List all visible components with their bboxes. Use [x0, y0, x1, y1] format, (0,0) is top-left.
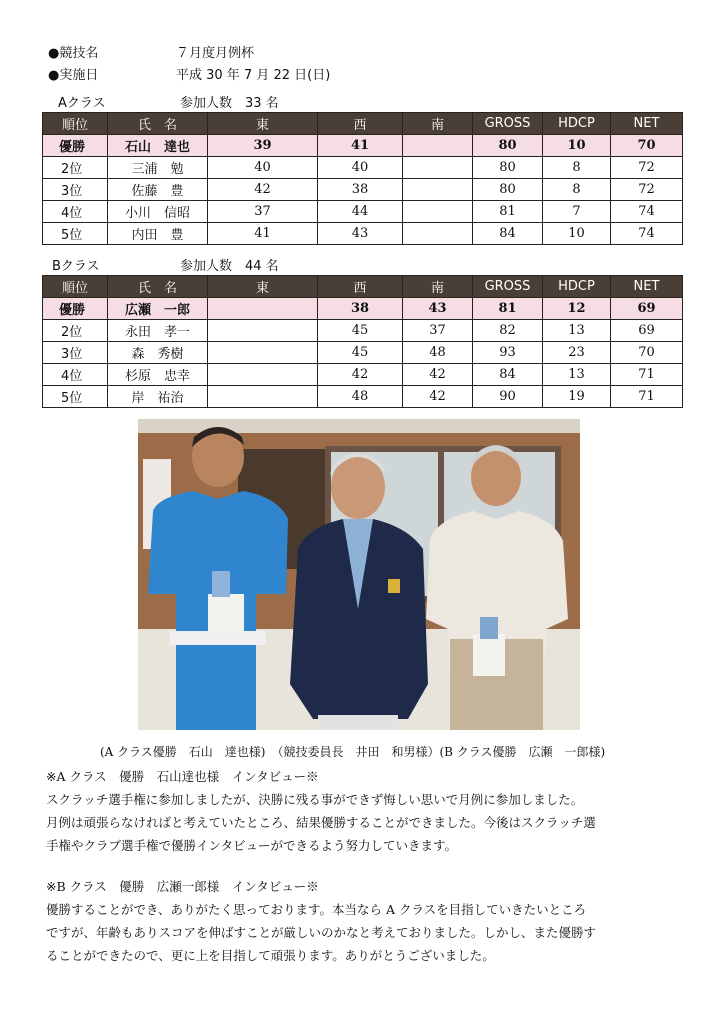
interview-a-title: ※A クラス 優勝 石山達也様 インタビュー※	[46, 769, 319, 784]
name-cell: 杉原 忠幸	[108, 364, 208, 386]
class-a-participants: 参加人数 33 名	[180, 96, 279, 111]
rank-cell: 4位	[43, 364, 108, 386]
net-cell: 74	[611, 223, 683, 245]
west-cell: 48	[318, 386, 403, 408]
west-cell: 41	[318, 135, 403, 157]
east-cell	[208, 386, 318, 408]
hdcp-cell: 19	[543, 386, 611, 408]
class-a-header	[58, 92, 279, 111]
east-cell: 42	[208, 179, 318, 201]
net-cell: 72	[611, 179, 683, 201]
east-cell	[208, 342, 318, 364]
gross-cell: 84	[473, 364, 543, 386]
hdcp-cell: 7	[543, 201, 611, 223]
name-cell: 三浦 勉	[108, 157, 208, 179]
interview-a	[46, 765, 686, 857]
column-header-rank: 順位	[43, 276, 108, 298]
column-header-hdcp: HDCP	[543, 276, 611, 298]
east-cell: 39	[208, 135, 318, 157]
rank-cell: 5位	[43, 386, 108, 408]
south-cell	[403, 223, 473, 245]
rank-cell: 優勝	[43, 298, 108, 320]
south-cell	[403, 201, 473, 223]
hdcp-cell: 12	[543, 298, 611, 320]
rank-cell: 4位	[43, 201, 108, 223]
event-date-row	[48, 67, 330, 85]
west-cell: 42	[318, 364, 403, 386]
name-cell: 森 秀樹	[108, 342, 208, 364]
column-header-gross: GROSS	[473, 113, 543, 135]
net-cell: 74	[611, 201, 683, 223]
column-header-south: 南	[403, 276, 473, 298]
interview-b-line: ですが、年齢もありスコアを伸ばすことが厳しいのかなと考えておりました。しかし、また優勝す	[46, 925, 597, 940]
results-table-b	[42, 275, 683, 408]
rank-cell: 5位	[43, 223, 108, 245]
column-header-hdcp: HDCP	[543, 113, 611, 135]
south-cell	[403, 135, 473, 157]
interview-a-line: 手権やクラブ選手権で優勝インタビューができるよう努力していきます。	[46, 838, 458, 853]
name-cell: 永田 孝一	[108, 320, 208, 342]
table-row	[43, 342, 683, 364]
gross-cell: 84	[473, 223, 543, 245]
rank-cell: 3位	[43, 342, 108, 364]
east-cell	[208, 364, 318, 386]
event-name-row	[48, 45, 254, 63]
net-cell: 70	[611, 135, 683, 157]
rank-cell: 2位	[43, 157, 108, 179]
column-header-east: 東	[208, 113, 318, 135]
winner-row	[43, 135, 683, 157]
event-name-label: ●競技名	[48, 46, 99, 61]
hdcp-cell: 23	[543, 342, 611, 364]
west-cell: 45	[318, 342, 403, 364]
name-cell: 岸 祐治	[108, 386, 208, 408]
interview-b-title: ※B クラス 優勝 広瀬一郎様 インタビュー※	[46, 879, 319, 894]
west-cell: 38	[318, 179, 403, 201]
event-name: ７月度月例杯	[176, 46, 255, 61]
hdcp-cell: 10	[543, 135, 611, 157]
column-header-east: 東	[208, 276, 318, 298]
rank-cell: 3位	[43, 179, 108, 201]
photo-caption: (A クラス優勝 石山 達也様) （競技委員長 井田 和男様）(B クラス優勝 広瀬 一郎様)	[100, 745, 606, 759]
east-cell: 37	[208, 201, 318, 223]
south-cell: 42	[403, 364, 473, 386]
east-cell	[208, 320, 318, 342]
table-row	[43, 364, 683, 386]
west-cell: 38	[318, 298, 403, 320]
table-row	[43, 386, 683, 408]
hdcp-cell: 8	[543, 179, 611, 201]
column-header-west: 西	[318, 113, 403, 135]
table-header-row	[43, 276, 683, 298]
rank-cell: 2位	[43, 320, 108, 342]
gross-cell: 80	[473, 135, 543, 157]
column-header-name: 氏 名	[108, 113, 208, 135]
award-photo-illustration	[138, 419, 580, 730]
interview-b	[46, 875, 686, 967]
class-b-name: Bクラス	[52, 259, 100, 274]
column-header-gross: GROSS	[473, 276, 543, 298]
name-cell: 内田 豊	[108, 223, 208, 245]
class-b-header	[52, 255, 279, 274]
south-cell: 43	[403, 298, 473, 320]
west-cell: 44	[318, 201, 403, 223]
net-cell: 72	[611, 157, 683, 179]
event-date-label: ●実施日	[48, 68, 99, 83]
event-date: 平成 30 年 7 月 22 日(日)	[176, 68, 331, 83]
south-cell	[403, 179, 473, 201]
east-cell: 40	[208, 157, 318, 179]
south-cell: 42	[403, 386, 473, 408]
class-a-name: Aクラス	[58, 96, 106, 111]
interview-b-line: 優勝することができ、ありがたく思っております。本当なら A クラスを目指していきたいところ	[46, 902, 587, 917]
west-cell: 43	[318, 223, 403, 245]
results-table-a	[42, 112, 683, 245]
net-cell: 71	[611, 386, 683, 408]
column-header-net: NET	[611, 276, 683, 298]
east-cell: 41	[208, 223, 318, 245]
hdcp-cell: 8	[543, 157, 611, 179]
gross-cell: 80	[473, 157, 543, 179]
table-row	[43, 320, 683, 342]
winner-row	[43, 298, 683, 320]
gross-cell: 93	[473, 342, 543, 364]
table-row	[43, 201, 683, 223]
column-header-south: 南	[403, 113, 473, 135]
name-cell: 石山 達也	[108, 135, 208, 157]
south-cell: 48	[403, 342, 473, 364]
west-cell: 45	[318, 320, 403, 342]
class-b-participants: 参加人数 44 名	[180, 259, 279, 274]
net-cell: 69	[611, 320, 683, 342]
interview-a-line: スクラッチ選手権に参加しましたが、決勝に残る事ができず悔しい思いで月例に参加しました。	[46, 792, 584, 807]
interview-b-line: ることができたので、更に上を目指して頑張ります。ありがとうございました。	[46, 948, 495, 963]
name-cell: 佐藤 豊	[108, 179, 208, 201]
table-row	[43, 157, 683, 179]
hdcp-cell: 13	[543, 364, 611, 386]
net-cell: 71	[611, 364, 683, 386]
table-row	[43, 223, 683, 245]
hdcp-cell: 10	[543, 223, 611, 245]
south-cell	[403, 157, 473, 179]
column-header-rank: 順位	[43, 113, 108, 135]
net-cell: 70	[611, 342, 683, 364]
rank-cell: 優勝	[43, 135, 108, 157]
gross-cell: 80	[473, 179, 543, 201]
hdcp-cell: 13	[543, 320, 611, 342]
gross-cell: 81	[473, 201, 543, 223]
name-cell: 広瀬 一郎	[108, 298, 208, 320]
east-cell	[208, 298, 318, 320]
award-photo	[138, 419, 580, 730]
gross-cell: 90	[473, 386, 543, 408]
west-cell: 40	[318, 157, 403, 179]
name-cell: 小川 信昭	[108, 201, 208, 223]
column-header-name: 氏 名	[108, 276, 208, 298]
interview-a-line: 月例は頑張らなければと考えていたところ、結果優勝することができました。今後はスクラッチ選	[46, 815, 596, 830]
table-header-row	[43, 113, 683, 135]
south-cell: 37	[403, 320, 473, 342]
column-header-west: 西	[318, 276, 403, 298]
net-cell: 69	[611, 298, 683, 320]
table-row	[43, 179, 683, 201]
gross-cell: 82	[473, 320, 543, 342]
gross-cell: 81	[473, 298, 543, 320]
column-header-net: NET	[611, 113, 683, 135]
